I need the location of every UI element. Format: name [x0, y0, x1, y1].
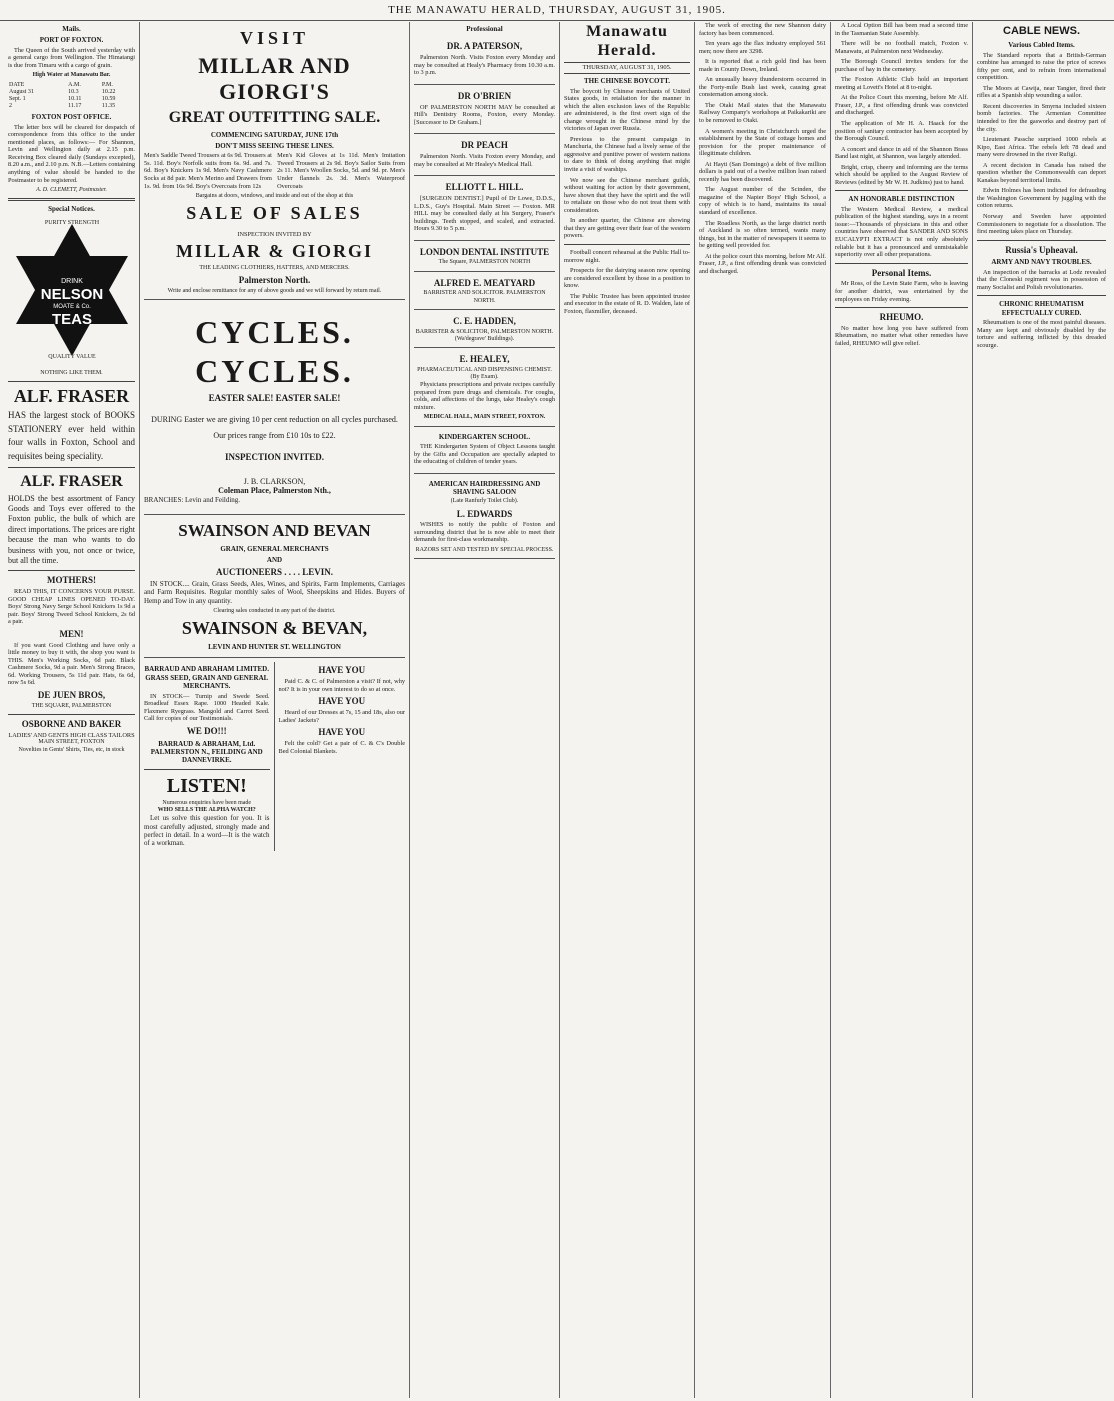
- column-6: [831, 22, 973, 1398]
- paper-title: Manawatu Herald.: [586, 23, 668, 60]
- lower-ads: [144, 662, 405, 850]
- cable-news-sub: Various Cabled Items.: [1008, 41, 1075, 50]
- fraser-heading: ALF. FRASER: [13, 385, 130, 406]
- paterson-heading: DR. A PATERSON,: [446, 41, 523, 52]
- tide-table: [8, 82, 135, 111]
- mails-heading: Mails.: [62, 25, 81, 33]
- instock: IN STOCK.... Grain, Grass Seeds, Ales, Wines, and Spirits, Farm Implements, Carriages and Farm Requisites. Regular monthly sales of Wool, Sheepskins and Hides. Buyers of Hemp and Tow in any quantity.: [144, 580, 405, 605]
- have-you-heading-2: HAVE YOU: [318, 696, 366, 707]
- news-item: The Foxton Athletic Club hold an important meeting at Lovett's Hotel at 8 to-night.: [835, 76, 968, 91]
- osborne-heading: OSBORNE AND BAKER: [21, 719, 122, 729]
- news-item: An unusually heavy thunderstorm occurred in the Forty-mile Bush last week, causing great consternation among stock.: [699, 76, 826, 99]
- visit-heading: VISIT: [239, 28, 310, 48]
- listen-sub: Numerous enquiries have been made: [162, 799, 252, 806]
- millar-giorgi-ad: [144, 22, 405, 300]
- hill-heading: ELLIOTT L. HILL.: [445, 182, 524, 193]
- cycles-ad: [144, 300, 405, 515]
- divider: [835, 307, 968, 308]
- dejuen-heading: DE JUEN BROS,: [37, 690, 106, 701]
- fraser-text: HAS the largest stock of BOOKS STATIONERY ever held within four walls in Foxton, School and requisites being speciality.: [8, 410, 135, 461]
- swainson-ad: [144, 515, 405, 658]
- cable-item: Edwin Holmes has been indicted for defrauding the Washington Government by juggling with the cotton returns.: [977, 187, 1106, 210]
- town: Palmerston North.: [238, 275, 311, 286]
- news-item: At the police court this morning, before Mr Alf. Fraser, J.P., a first offending drunk was convicted and discharged.: [699, 252, 826, 275]
- cable-item: An inspection of the barracks at Lodz revealed that the Cloneski regiment was in possession of many Socialist and Polish revolutionaries.: [977, 268, 1106, 291]
- tide-cell: Sept. 1: [9, 95, 26, 102]
- tide-cell: 11.17: [68, 103, 82, 110]
- london-heading: LONDON DENTAL INSTITUTE: [419, 246, 550, 257]
- port-text: The Queen of the South arrived yesterday with a general cargo from Wellington. The Himatangi is due from Timaru with a cargo of grain.: [8, 46, 135, 69]
- article-paragraph: In another quarter, the Chinese are showing that they are getting over their fear of the western powers.: [564, 217, 690, 240]
- fraser2-text: HOLDS the best assortment of Fancy Goods and Toys ever offered to the Foxton public, the bulk of which are direct importations. The prices are right because the man who wants to do business with you, not once or twice, but all the time.: [8, 493, 135, 566]
- news-item: The August number of the Scinden, the magazine of the Napier Boys' High School, a copy of which is to hand, maintains its usual standard of excellence.: [699, 186, 826, 217]
- army-heading: ARMY AND NAVY TROUBLES.: [991, 258, 1092, 267]
- news-item: The Public Trustee has been appointed trustee and executor in the estate of R. D. Walden, late of Foxton, flaxmiller, deceased.: [564, 292, 690, 315]
- post-text: The letter box will be cleared for despatch of correspondence from this office to the under mentioned places, as follows:— For Shannon, Levin and Wellington daily at 2.15 p.m. Receiving Box cleared daily (Sundays excepted), 8.20 a.m., and 2.10 p.m. N.B.—Letters containing anything of value should be handed to the Postmaster to be registered.: [8, 123, 135, 184]
- auctioneers: AUCTIONEERS . . . . LEVIN.: [215, 567, 334, 578]
- rheumo-heading: RHEUMO.: [879, 312, 924, 323]
- columns: [4, 22, 1110, 1398]
- cable-item: Lieutenant Passche surprised 1000 rebels at Kipo, East Africa. The rebels left 78 dead and many were drowned in the river Rufigi.: [977, 136, 1106, 159]
- healey-heading: E. HEALEY,: [459, 354, 510, 365]
- hadden-text: BARRISTER & SOLICITOR, PALMERSTON NORTH. (Wa'degrave' Buildings).: [415, 328, 554, 342]
- tide-cell: 10.59: [101, 95, 116, 102]
- masthead: THE MANAWATU HERALD, THURSDAY, AUGUST 31, 1905.: [0, 0, 1114, 21]
- inspection: INSPECTION INVITED BY: [237, 230, 312, 238]
- peach-text: Palmerston North. Visits Foxton every Monday, and may be consulted at Mr Healey's Medical Hall.: [414, 153, 555, 168]
- nelson-top: PURITY STRENGTH: [44, 219, 100, 226]
- osborne-address: MAIN STREET, FOXTON: [38, 739, 105, 746]
- peach-ad: [414, 134, 555, 176]
- medical-hall: MEDICAL HALL, MAIN STREET, FOXTON.: [423, 414, 546, 421]
- paper-date: THURSDAY, AUGUST 31, 1905.: [564, 62, 690, 74]
- tide-row: [8, 103, 135, 110]
- sale-heading: GREAT OUTFITTING SALE.: [168, 109, 381, 127]
- bargains: Bargains at doors, windows, and inside and out of the shop at this: [195, 193, 354, 200]
- nelson-drink: DRINK: [61, 277, 83, 285]
- hill-text: [SURGEON DENTIST.] Pupil of Dr Lowe, D.D.S., L.D.S., Guy's Hospital. Main Street — Foxton. MR HILL may be consulted daily at his Surgery, Fraser's buildings. Teeth stopped, and scaled, and extracted. Hours 9.30 to 5 p.m.: [414, 194, 555, 233]
- firm2-heading: MILLAR & GIORGI: [175, 241, 373, 262]
- divider: [144, 769, 270, 770]
- divider: [977, 240, 1106, 241]
- news-item: A women's meeting in Christchurch urged the establishment by the State of cottage homes and provision for the proper maintenance of illegitimate children.: [699, 127, 826, 158]
- cable-news-heading: CABLE NEWS.: [1003, 25, 1080, 37]
- tide-head-date: DATE: [9, 81, 25, 88]
- kinder-heading: KINDERGARTEN SCHOOL.: [438, 432, 531, 441]
- lines-left: Men's Saddle Tweed Trousers at 6s 9d. Trousers at 5s. 11d. Boy's Norfolk suits from 6s. 9d. and 7s. 6d. Boy's Knickers 1s 9d. Men's Navy Cashmere Socks at 8d pair. Men's Merino and Drawers from 1s. 9d. from 16s 9d. Boy's Overcoats from 12s: [144, 152, 272, 190]
- post-signature: A. D. CLEMETT, Postmaster.: [36, 187, 107, 194]
- have-you-text: Paid C. & C. of Palmerston a visit? If not, why not? It is in your own interest to do so at once.: [278, 678, 405, 693]
- hairdressing-ad: [414, 474, 555, 560]
- hadden-heading: C. E. HADDEN,: [453, 315, 516, 326]
- news-item: Bright, crisp, cheery and informing are the terms which should be applied to the August Review of Reviews (edited by Mr W. H. Judkins) just to hand.: [835, 163, 968, 186]
- meatyard-ad: [414, 272, 555, 310]
- felt-text: Felt the cold? Get a pair of C. & C's Double Bed Colonial Blankets.: [278, 740, 405, 755]
- tide-row: [8, 96, 135, 103]
- peach-heading: DR PEACH: [461, 140, 508, 151]
- fraser2-heading: ALF. FRASER: [20, 473, 123, 491]
- razors: RAZORS SET AND TESTED BY SPECIAL PROCESS.: [415, 547, 554, 553]
- nelson-bottom: QUALITY VALUE: [48, 353, 96, 360]
- tide-cell: 10.3: [68, 88, 79, 95]
- clarkson-address: Coleman Place, Palmerston Nth.,: [218, 486, 331, 496]
- alpha: WHO SELLS THE ALPHA WATCH?: [157, 806, 256, 813]
- lines-right: Men's Kid Gloves at 1s 11d. Men's Imitation Tweed Trousers at 2s 9d. Boy's Sailor Suits from 2s 11. Men's Woollen Socks, 5d. and 9d. pr. Men's Under flannels 2s. 3d. Men's Waterproof Overcoats: [277, 152, 405, 190]
- distinction-heading: AN HONORABLE DISTINCTION: [848, 195, 955, 204]
- hair-sub: (Late Ranfurly Toilet Club).: [450, 498, 519, 505]
- have-you2-text: Heard of our Dresses at 7s, 15 and 18s, also our Ladies' Jackets?: [278, 709, 405, 724]
- post-heading: FOXTON POST OFFICE.: [31, 113, 112, 122]
- barraud-column: [144, 662, 275, 850]
- hill-ad: [414, 176, 555, 241]
- tide-cell: August 31: [9, 88, 34, 95]
- column-7: [973, 22, 1110, 1398]
- osborne-text: LADIES' AND GENTS HIGH CLASS TAILORS: [8, 731, 135, 739]
- nelson-teas-ad: [8, 220, 135, 370]
- clearing: Clearing sales conducted in any part of the district.: [213, 608, 336, 615]
- column-3: [410, 22, 560, 1398]
- divider: [8, 381, 135, 382]
- article-paragraph: The boycott by Chinese merchants of United States goods, in retaliation for the manner in which the alien exclusion laws of the Republic are administered, is the first overt sign of the change wrought in the Chinese mind by the victories of Japan over Russia.: [564, 87, 690, 133]
- professional-heading: Professional: [466, 25, 503, 33]
- write: Write and enclose remittance for any of above goods and we will forward by return mail.: [167, 287, 382, 294]
- easter: EASTER SALE! EASTER SALE!: [208, 392, 341, 403]
- news-item: There will be no football match, Foxton v. Manawatu, at Palmerston next Wednesday.: [835, 40, 968, 55]
- column-2: [140, 22, 410, 1398]
- cable-item: The Moors at Cawija, near Tangier, fired their rifles at a Spanish ship wounding a sailor.: [977, 84, 1106, 100]
- article-paragraph: We now see the Chinese merchant guilds, without waiting for action by their government, have shown that they have the spirit and the will to retaliate on those who do not treat them with consideration.: [564, 176, 690, 214]
- sale-of-sales: SALE OF SALES: [186, 203, 363, 224]
- russia-heading: Russia's Upheaval.: [1005, 244, 1078, 255]
- news-item: A Local Option Bill has been read a second time in the Tasmanian State Assembly.: [835, 22, 968, 37]
- paterson-ad: [414, 35, 555, 84]
- article-headline: THE CHINESE BOYCOTT.: [583, 77, 671, 86]
- commencing: COMMENCING SATURDAY, JUNE 17th: [210, 130, 339, 139]
- tide-cell: 10.11: [68, 95, 82, 102]
- have-you-heading-3: HAVE YOU: [318, 727, 366, 738]
- tide-cell: 10.22: [101, 88, 116, 95]
- hair-heading: AMERICAN HAIRDRESSING AND SHAVING SALOON: [428, 479, 541, 496]
- mothers-heading: MOTHERS!: [46, 575, 96, 586]
- listen-text: Let us solve this question for you. It is most carefully adjusted, strongly made and perfect in detail. In a word—It is the watch of a workman.: [144, 814, 270, 848]
- firm2-sub: THE LEADING CLOTHIERS, HATTERS, AND MERCERS.: [199, 265, 350, 271]
- edwards-heading: L. EDWARDS: [456, 508, 513, 519]
- branches: BRANCHES: Levin and Feilding.: [144, 495, 241, 504]
- men-text: If you want Good Clothing and have only a little money to buy it with, the shop you want is THIS. Men's Working Socks, 6d pair. Black Cashmere Socks, 9d a pair. Men's Strong Braces, 6d. Working Trousers, 5s 11d pair. Hats, 6s 6d, now 5s 6d.: [8, 641, 135, 687]
- news-item: The application of Mr H. A. Haack for the position of sanitary contractor has been accepted by the Borough Council.: [835, 120, 968, 143]
- london-sub: The Square, PALMERSTON NORTH: [438, 259, 531, 266]
- news-item: Football concert rehearsal at the Public Hall to-morrow night.: [564, 248, 690, 264]
- kindergarten-ad: [414, 427, 555, 474]
- cc-column: [275, 662, 406, 850]
- rheumo-text: No matter how long you have suffered from Rheumatism, no matter what other remedies have failed, RHEUMO will give relief.: [835, 324, 968, 347]
- tide-head-pm: P.M.: [101, 81, 113, 88]
- tide-head-am: A.M.: [68, 81, 81, 88]
- cable-item: A recent decision in Canada has raised the question whether the Commonwealth can deport Kanakas beyond territorial limits.: [977, 161, 1106, 184]
- tide-row: [8, 89, 135, 96]
- sale-lines: [144, 152, 405, 193]
- column-1: [4, 22, 140, 1398]
- meatyard-text: BARRISTER AND SOLICITOR. PALMERSTON NORTH.: [423, 290, 546, 304]
- swainson2-sub: LEVIN AND HUNTER ST. WELLINGTON: [208, 643, 341, 652]
- news-item: Ten years ago the flax industry employed 561 men; now there are 3298.: [699, 40, 826, 55]
- kinder-text: THE Kindergarten System of Object Lessons taught by the Gifts and Occupation are specially adapted to the educating of children of tender years.: [414, 442, 555, 466]
- article-paragraph: Previous to the present campaign in Manchuria, the Chinese had a lively sense of the aggressive and punitive power of western nations to dare to think of doing anything that might invite a visit of warships.: [564, 135, 690, 174]
- news-item: The Borough Council invites tenders for the purchase of hay in the cemetery.: [835, 58, 968, 73]
- mothers-text: READ THIS, IT CONCERNS YOUR PURSE. GOOD CHEAP LINES OPENED TO-DAY. Boys' Strong Navy Serge School Knickers 1s 9d a pair. Boys' Strong Tweed School Knickers, 2s 6d a pair.: [8, 588, 135, 626]
- chronic-heading: CHRONIC RHEUMATISM EFFECTUALLY CURED.: [999, 300, 1084, 317]
- osborne-novelties: Novelties in Gents' Shirts, Ties, etc, in stock: [18, 746, 125, 753]
- news-item: Prospects for the dairying season now opening are considered excellent by those in a position to know.: [564, 267, 690, 290]
- tide-header-row: [8, 82, 135, 89]
- cable-item: Recent discoveries in Smyrna included sixteen bomb factories. The Armenian Committee intended to fire the gasworks and destroy part of the city.: [977, 102, 1106, 133]
- divider: [564, 244, 690, 245]
- nelson-tagline: NOTHING LIKE THEM.: [40, 369, 103, 376]
- london-dental-ad: [414, 241, 555, 272]
- nelson-co: MOATE & Co.: [53, 304, 91, 311]
- obrien-ad: [414, 85, 555, 134]
- swainson2-heading: SWAINSON & BEVAN,: [181, 618, 368, 639]
- edwards-text: WISHES to notify the public of Foxton and surrounding district that he is now able to meet their demands for first-class workmanship.: [414, 521, 555, 544]
- firm-heading: MILLAR AND GIORGI'S: [198, 52, 351, 104]
- news-item: At the Police Court this morning, before Mr Alf. Fraser, J.P., a first offending drunk was convicted and discharged.: [835, 94, 968, 117]
- port-heading: PORT OF FOXTON.: [39, 36, 104, 45]
- we-do: WE DO!!!: [186, 725, 227, 736]
- men-heading: MEN!: [59, 628, 84, 639]
- divider: [8, 467, 135, 468]
- divider: [835, 190, 968, 191]
- news-item: The Otaki Mail states that the Manawatu Railway Company's workshops at Paikakariki are to be removed to Otaki.: [699, 101, 826, 125]
- nelson-brand: NELSON: [40, 286, 104, 304]
- chronic-text: Rheumatism is one of the most painful diseases. Many are kept and obviously disabled by the torture and suffering inflicted by this dreaded scourge.: [977, 319, 1106, 349]
- swainson-and: AND: [266, 555, 283, 564]
- tide-cell: 2: [9, 103, 12, 110]
- divider: [977, 295, 1106, 296]
- barraud-heading: BARRAUD AND ABRAHAM LIMITED. GRASS SEED, GRAIN AND GENERAL MERCHANTS.: [144, 665, 269, 691]
- tide-cell: 11.35: [101, 103, 116, 110]
- dont-miss: DON'T MISS SEEING THESE LINES.: [215, 141, 334, 150]
- divider: [8, 714, 135, 715]
- healey-text: Physicians prescriptions and private recipes carefully prepared from pure drugs and chemicals. For coughs, colds, and affections of the lungs, take Healey's cough mixture.: [414, 381, 555, 411]
- listen-heading: LISTEN!: [166, 774, 247, 797]
- special-notices-heading: Special Notices.: [48, 205, 95, 214]
- cable-item: Norway and Sweden have appointed Commissioners to negotiate for a dissolution. The first meeting takes place on Thursday.: [977, 212, 1106, 236]
- swainson-heading: SWAINSON AND BEVAN: [178, 521, 371, 541]
- barraud-stock: IN STOCK— Turnip and Swede Seed. Broadleaf Essex Rape. 1000 Headed Kale. Flaxmere Ryegrass. Mangold and Carrot Seed. Call for copies of our Testimonials.: [144, 692, 270, 723]
- healey-sub: PHARMACEUTICAL AND DISPENSING CHEMIST. (By Exam).: [417, 366, 552, 380]
- news-item: It is reported that a rich gold find has been made in County Down, Ireland.: [699, 58, 826, 73]
- meatyard-heading: ALFRED E. MEATYARD: [433, 277, 536, 288]
- cable-item: The Standard reports that a British-German combine has arranged to raise the price of screws fifty per cent, and to refrain from international competition.: [977, 51, 1106, 82]
- obrien-text: OF PALMERSTON NORTH MAY be consulted at Hill's Dentistry Rooms, Foxton, every Monday. [Successor to Dr Graham.]: [414, 103, 555, 126]
- news-item: The work of erecting the new Shannon dairy factory has been commenced.: [699, 22, 826, 37]
- barraud2: BARRAUD & ABRAHAM, Ltd. PALMERSTON N., FEILDING AND DANNEVIRKE.: [150, 739, 263, 765]
- personal-heading: Personal Items.: [871, 267, 932, 278]
- news-item: The Roadless North, as the large district north of Auckland is so often termed, wants many things, but in the matter of newspapers it seems to be getting well provided for.: [699, 219, 826, 250]
- news-item: A concert and dance in aid of the Shannon Brass Band last night, at Shannon, was largely attended.: [835, 145, 968, 161]
- dejuen-sub: THE SQUARE, PALMERSTON: [31, 702, 112, 709]
- column-5: [695, 22, 831, 1398]
- nelson-teas: TEAS: [51, 311, 92, 329]
- divider: [8, 570, 135, 571]
- personal-text: Mr Ross, of the Levin State Farm, who is leaving for another district, was entertained by the employees on Friday evening.: [835, 280, 968, 303]
- have-you-heading: HAVE YOU: [318, 665, 366, 676]
- column-4: [560, 22, 695, 1398]
- healey-ad: [414, 348, 555, 427]
- swainson-sub: GRAIN, GENERAL MERCHANTS: [220, 544, 329, 553]
- divider: [835, 263, 968, 264]
- paterson-text: Palmerston North. Visits Foxton every Monday and may be consulted at Healy's Pharmacy from 10.30 a.m. to 3 p.m.: [414, 54, 555, 77]
- news-item: At Hayti (San Domingo) a debt of five million dollars is paid out of a twelve million loan raised recently has been discovered.: [699, 160, 826, 183]
- during: DURING Easter we are giving 10 per cent reduction on all cycles purchased. Our prices range from £10 10s to £22.: [151, 414, 398, 440]
- hadden-ad: [414, 310, 555, 348]
- cycles-heading: CYCLES. CYCLES.: [195, 314, 354, 389]
- clarkson: J. B. CLARKSON,: [243, 476, 306, 486]
- distinction-text: The Western Medical Review, a medical publication of the highest standing, says in a recent issue:—Thousands of physicians in this and other countries have observed that SANDER AND SONS EUCALYPTI EXTRACT is not only absolutely reliable but it has a pronounced and unmistakable superiority over all other preparations.: [835, 205, 968, 259]
- obrien-heading: DR O'BRIEN: [457, 90, 512, 101]
- inspection2: INSPECTION INVITED.: [224, 451, 325, 462]
- tide-heading: High Water at Manawatu Bar.: [32, 72, 111, 79]
- divider: [8, 198, 135, 201]
